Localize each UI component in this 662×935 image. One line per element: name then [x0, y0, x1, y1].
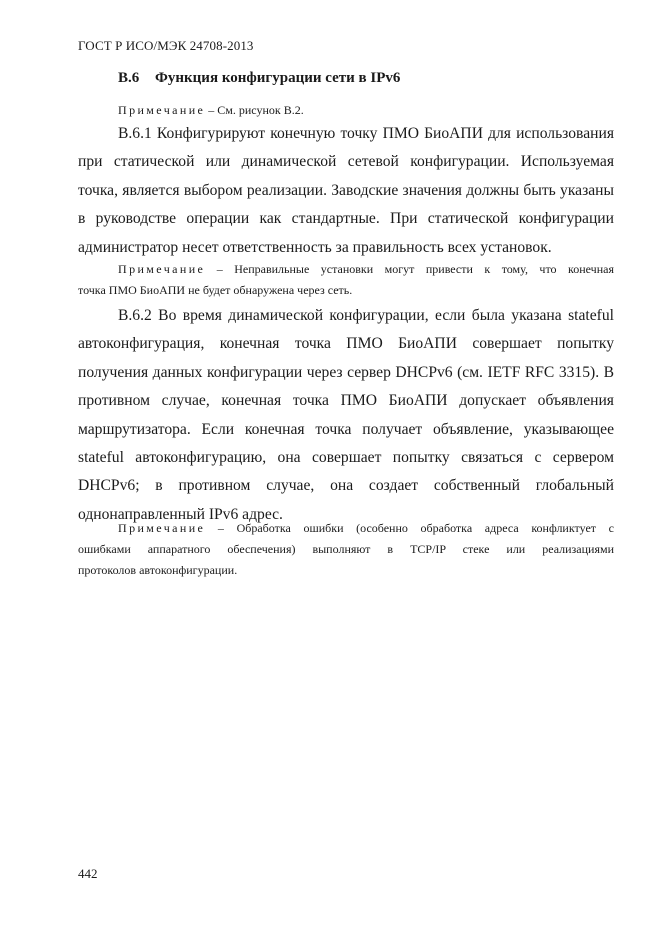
note-line: протоколов автоконфигурации. — [78, 562, 238, 577]
paragraph-line: stateful автоконфигурацию, она совершает попытку связаться с сервером — [78, 449, 614, 467]
paragraph-line: при статической или динамической сетевой конфигурации. Используемая — [78, 153, 614, 171]
paragraph-line: DHCPv6; в противном случае, она создает собственный глобальный — [78, 477, 614, 495]
note-line: Примечание – Обработка ошибки (особенно обработка адреса конфликтует с — [118, 521, 614, 535]
page-number: 442 — [78, 866, 98, 881]
paragraph-line: В.6.2 Во время динамической конфигурации, если была указана stateful — [118, 307, 614, 324]
paragraph-line: администратор несет ответственность за правильность всех установок. — [78, 238, 552, 256]
paragraph-line: В.6.1 Конфигурируют конечную точку ПМО БиоАПИ для использования — [118, 125, 614, 142]
paragraph-line: маршрутизатора. Если конечная точка получает объявление, указывающее — [78, 420, 614, 438]
section-title: Функция конфигурации сети в IPv6 — [155, 70, 401, 86]
note-label: Примечание — [118, 103, 206, 117]
document-header: ГОСТ Р ИСО/МЭК 24708-2013 — [78, 38, 254, 53]
paragraph-line: однонаправленный IPv6 адрес. — [78, 505, 283, 523]
section-number: В.6 — [118, 70, 140, 86]
paragraph-line: точка, является выбором реализации. Заводские значения должны быть указаны — [78, 181, 614, 199]
paragraph-b61 — [78, 120, 614, 262]
note-1 — [78, 100, 614, 121]
paragraph-line: автоконфигурация, конечная точка ПМО БиоАПИ совершает попытку — [78, 335, 614, 353]
paragraph-line: противном случае, конечная точка ПМО БиоАПИ допускает объявления — [78, 392, 614, 410]
note-line: ошибками аппаратного обеспечения) выполняют в TCP/IP стеке или реализациями — [78, 541, 614, 556]
note-label: Примечание — [118, 262, 206, 276]
note-line: Примечание – Неправильные установки могут привести к тому, что конечная — [118, 262, 614, 276]
note-line: точка ПМО БиоАПИ не будет обнаружена через сеть. — [78, 282, 353, 297]
section-heading — [118, 70, 400, 87]
paragraph-line: получения данных конфигурации через сервер DHCPv6 (см. IETF RFC 3315). В — [78, 363, 614, 381]
note-label: Примечание — [118, 521, 206, 535]
note-2 — [78, 259, 614, 301]
paragraph-b62 — [78, 302, 614, 529]
note-3 — [78, 518, 614, 580]
paragraph-line: в руководстве операции как стандартные. При статической конфигурации — [78, 210, 614, 228]
note-line: Примечание – См. рисунок В.2. — [118, 103, 304, 117]
